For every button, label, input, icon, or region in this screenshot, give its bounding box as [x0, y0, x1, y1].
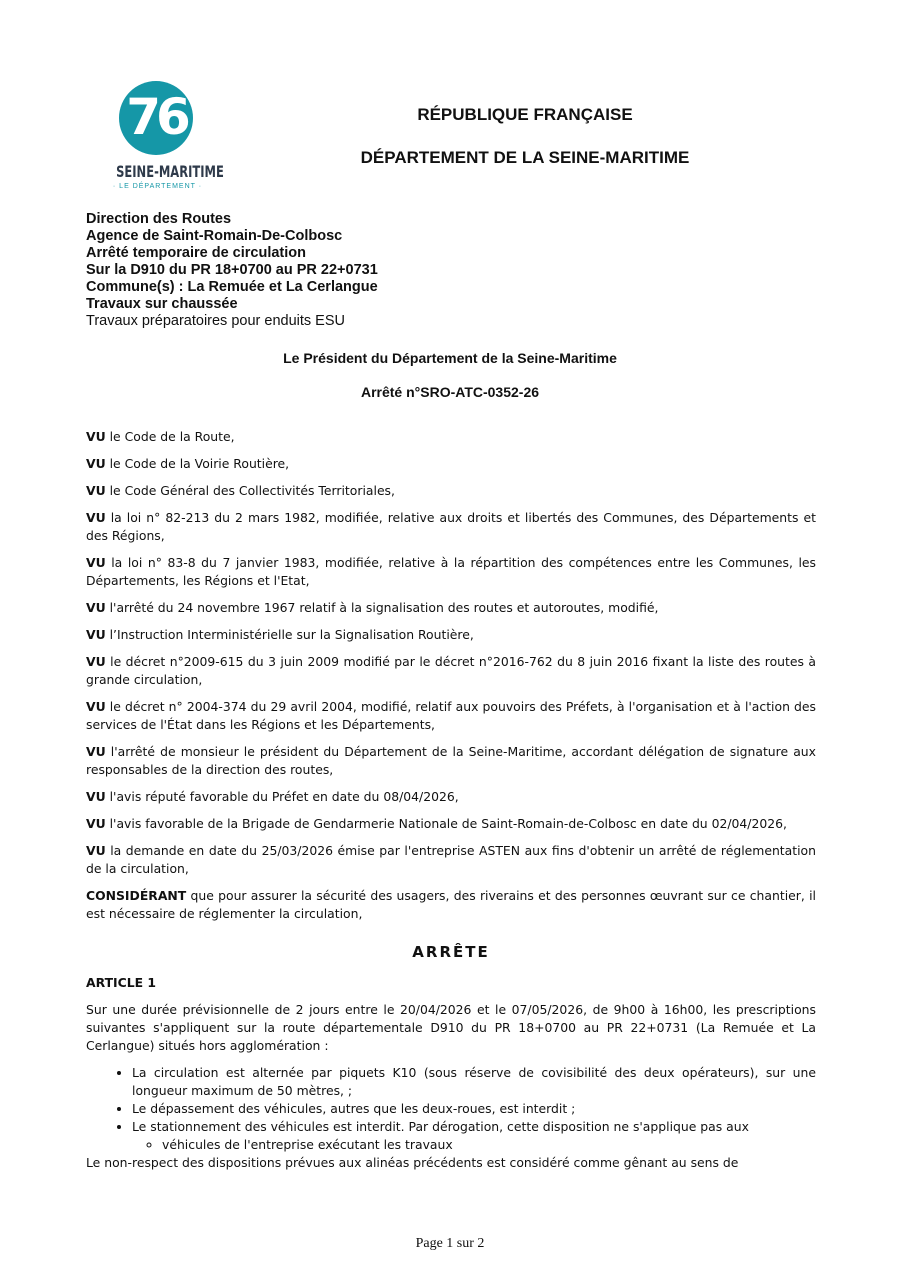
vu-keyword: VU — [86, 456, 106, 471]
arrete-heading: ARRÊTE — [412, 943, 490, 961]
vu-paragraph — [86, 599, 816, 617]
sub-bullet-item: ◦ véhicules de l'entreprise exécutant les travaux — [162, 1136, 816, 1154]
vu-text: la loi n° 83-8 du 7 janvier 1983, modifiée, relative à la répartition des compétences entre les Communes, les Départements, les Régions et l'Etat, — [86, 555, 816, 588]
direction-line: Direction des Routes — [86, 211, 232, 227]
vu-text: l'arrêté du 24 novembre 1967 relatif à la signalisation des routes et autoroutes, modifié, — [109, 600, 659, 615]
visas-list — [86, 428, 816, 878]
vu-text: le Code de la Route, — [109, 429, 235, 444]
vu-paragraph — [86, 554, 816, 590]
vu-text: la demande en date du 25/03/2026 émise par l'entreprise ASTEN aux fins d'obtenir un arrêté de réglementation de la circulation, — [86, 843, 816, 876]
vu-keyword: VU — [86, 555, 106, 570]
type-line: Arrêté temporaire de circulation — [86, 245, 306, 261]
vu-paragraph — [86, 788, 816, 806]
departement-heading: DÉPARTEMENT DE LA SEINE-MARITIME — [360, 148, 690, 167]
page-number: Page 1 sur 2 — [415, 1236, 485, 1251]
vu-keyword: VU — [86, 429, 106, 444]
vu-paragraph — [86, 428, 816, 446]
department-logo — [100, 78, 224, 196]
vu-paragraph — [86, 626, 816, 644]
vu-text: l'avis favorable de la Brigade de Gendarmerie Nationale de Saint-Romain-de-Colbosc en date du 02/04/2026, — [109, 816, 787, 831]
vu-text: le décret n° 2004-374 du 29 avril 2004, modifié, relatif aux pouvoirs des Préfets, à l'organisation et à l'action des services de l'État dans les Régions et les Départements, — [86, 699, 816, 732]
vu-paragraph — [86, 743, 816, 779]
vu-text: l’Instruction Interministérielle sur la Signalisation Routière, — [109, 627, 474, 642]
vu-text: le Code Général des Collectivités Territoriales, — [109, 483, 395, 498]
vu-paragraph — [86, 815, 816, 833]
vu-keyword: VU — [86, 600, 106, 615]
vu-keyword: VU — [86, 789, 106, 804]
bullet-text: Le stationnement des véhicules est interdit. Par dérogation, cette disposition ne s'applique pas aux — [132, 1119, 749, 1134]
agence-line: Agence de Saint-Romain-De-Colbosc — [86, 228, 343, 244]
president-title: Le Président du Département de la Seine-Maritime — [283, 350, 617, 366]
travaux-line: Travaux sur chaussée — [86, 296, 238, 312]
vu-text: l'arrêté de monsieur le président du Département de la Seine-Maritime, accordant délégation de signature aux responsables de la direction des routes, — [86, 744, 816, 777]
logo-number: 76 — [126, 88, 186, 146]
republique-heading: RÉPUBLIQUE FRANÇAISE — [417, 105, 633, 124]
considerant-keyword: CONSIDÉRANT — [86, 888, 187, 903]
route-line: Sur la D910 du PR 18+0700 au PR 22+0731 — [86, 262, 378, 278]
article-1-intro: Sur une durée prévisionnelle de 2 jours entre le 20/04/2026 et le 07/05/2026, de 9h00 à 16h00, les prescriptions suivantes s'appliquent sur la route départementale D910 du PR 18+0700 au PR 22+0731 (La Remuée et La Cerlangue) situés hors agglomération : — [86, 1002, 816, 1053]
considerant-paragraph — [86, 887, 816, 923]
document-body — [86, 428, 816, 1181]
vu-paragraph — [86, 698, 816, 734]
article-1-bullets — [86, 1064, 816, 1154]
vu-keyword: VU — [86, 699, 106, 714]
vu-paragraph — [86, 653, 816, 689]
vu-text: la loi n° 82-213 du 2 mars 1982, modifiée, relative aux droits et libertés des Communes, des Départements et des Régions, — [86, 510, 816, 543]
sub-bullets — [132, 1136, 816, 1154]
vu-keyword: VU — [86, 744, 106, 759]
vu-keyword: VU — [86, 483, 106, 498]
vu-text: le décret n°2009-615 du 3 juin 2009 modifié par le décret n°2016-762 du 8 juin 2016 fixant la liste des routes à grande circulation, — [86, 654, 816, 687]
vu-paragraph — [86, 482, 816, 500]
article-1-continuation: Le non-respect des dispositions prévues aux alinéas précédents est considéré comme gênant au sens de — [86, 1155, 739, 1170]
bullet-item: • Le dépassement des véhicules, autres que les deux-roues, est interdit ; — [132, 1100, 816, 1118]
logo-name: SEINE-MARITIME — [116, 162, 224, 181]
vu-paragraph — [86, 455, 816, 473]
vu-keyword: VU — [86, 843, 106, 858]
logo-subtitle: · LE DÉPARTEMENT · — [112, 183, 203, 190]
vu-text: le Code de la Voirie Routière, — [109, 456, 290, 471]
vu-paragraph — [86, 842, 816, 878]
considerant-text: que pour assurer la sécurité des usagers, des riverains et des personnes œuvrant sur ce chantier, il est nécessaire de réglementer la circulation, — [86, 888, 816, 921]
detail-line: Travaux préparatoires pour enduits ESU — [86, 313, 345, 329]
arrete-number: Arrêté n°SRO-ATC-0352-26 — [360, 384, 540, 400]
bullet-item: • La circulation est alternée par piquets K10 (sous réserve de covisibilité des deux opérateurs), sur une longueur maximum de 50 mètres, ; — [132, 1064, 816, 1100]
vu-keyword: VU — [86, 510, 106, 525]
bullet-item — [132, 1118, 816, 1154]
article-1-title: ARTICLE 1 — [86, 975, 157, 990]
vu-keyword: VU — [86, 627, 106, 642]
admin-block — [86, 211, 378, 330]
vu-keyword: VU — [86, 654, 106, 669]
vu-text: l'avis réputé favorable du Préfet en date du 08/04/2026, — [109, 789, 459, 804]
vu-paragraph — [86, 509, 816, 545]
vu-keyword: VU — [86, 816, 106, 831]
communes-line: Commune(s) : La Remuée et La Cerlangue — [86, 279, 378, 295]
